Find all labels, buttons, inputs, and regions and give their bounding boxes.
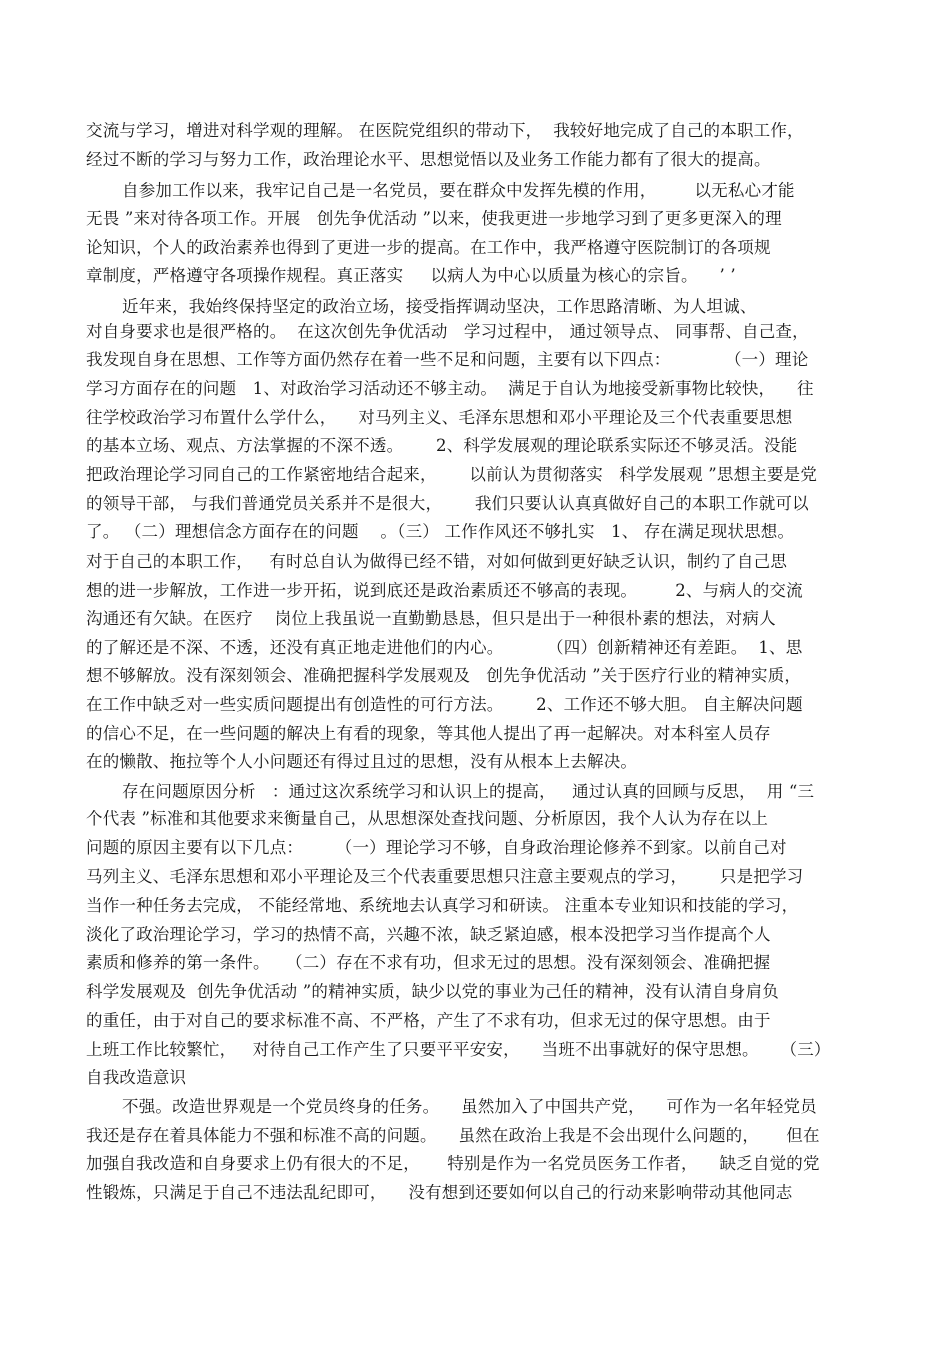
text-line: 素质和修养的第一条件。 （二）存在不求有功，但求无过的思想。没有深刻领会、准确把握 <box>86 953 771 972</box>
text-line: 想的进一步解放，工作进一步开拓，说到底还是政治素质还不够高的表现。 2、与病人的交流 <box>86 581 803 600</box>
text-line: 学习方面存在的问题 1、对政治学习活动还不够主动。 满足于自认为地接受新事物比较快， 往 <box>86 379 814 398</box>
text-line: 对于自己的本职工作， 有时总自认为做得已经不错，对如何做到更好缺乏认识，制约了自己思 <box>86 552 788 571</box>
text-line: 的了解还是不深、不透，还没有真正地走进他们的内心。 （四）创新精神还有差距。 1、思 <box>86 638 803 657</box>
text-line: 淡化了政治理论学习，学习的热情不高，兴趣不浓，缺乏紧迫感，根本没把学习当作提高个人 <box>86 925 771 944</box>
text-line: 我还是存在着具体能力不强和标准不高的问题。 虽然在政治上我是不会出现什么问题的， 但在 <box>86 1126 820 1145</box>
text-line: 存在问题原因分析 ：通过这次系统学习和认识上的提高， 通过认真的回顾与反思， 用 “三 <box>122 782 815 801</box>
text-line: 科学发展观及 创先争优活动 ”的精神实质，缺少以党的事业为己任的精神，没有认清自身肩负 <box>86 982 779 1001</box>
text-line: 了。 （二）理想信念方面存在的问题 。（三） 工作作风还不够扎实 1、 存在满足现状思想。 <box>86 522 795 541</box>
text-line: 交流与学习，增进对科学观的理解。 在医院党组织的带动下， 我较好地完成了自己的本职工作， <box>86 121 804 140</box>
text-line: 的领导干部， 与我们普通党员关系并不是很大， 我们只要认认真真做好自己的本职工作就可以 <box>86 494 809 513</box>
text-line: 沟通还有欠缺。在医疗 岗位上我虽说一直勤勤恳恳，但只是出于一种很朴素的想法，对病人 <box>86 609 776 628</box>
text-line: 性锻炼，只满足于自己不违法乱纪即可， 没有想到还要如何以自己的行动来影响带动其他同志 <box>86 1183 793 1202</box>
text-line: 把政治理论学习同自己的工作紧密地结合起来， 以前认为贯彻落实 科学发展观 ”思想主要是党 <box>86 465 818 484</box>
text-line: 论知识，个人的政治素养也得到了更进一步的提高。在工作中，我严格遵守医院制订的各项规 <box>86 238 771 257</box>
text-line: 我发现自身在思想、工作等方面仍然存在着一些不足和问题，主要有以下四点： （一）理论 <box>86 350 809 369</box>
text-line: 自参加工作以来，我牢记自己是一名党员，要在群众中发挥先模的作用， 以无私心才能 <box>122 181 795 200</box>
text-line: 的基本立场、观点、方法掌握的不深不透。 2、科学发展观的理论联系实际还不够灵活。没能 <box>86 436 798 455</box>
text-line: 在的懒散、拖拉等个人小问题还有得过且过的思想，没有从根本上去解决。 <box>86 752 638 771</box>
text-line: 在工作中缺乏对一些实质问题提出有创造性的可行方法。 2、工作还不够大胆。 自主解决问题 <box>86 695 803 714</box>
text-line: 想不够解放。没有深刻领会、准确把握科学发展观及 创先争优活动 ”关于医疗行业的精神实质， <box>86 666 802 685</box>
text-line: 的信心不足，在一些问题的解决上有看的现象，等其他人提出了再一起解决。对本科室人员存 <box>86 724 771 743</box>
text-line: 个代表 ”标准和其他要求来衡量自己，从思想深处查找问题、分析原因，我个人认为存在以上 <box>86 809 769 828</box>
text-line: 不强。改造世界观是一个党员终身的任务。 虽然加入了中国共产党， 可作为一名年轻党员 <box>122 1097 817 1116</box>
text-line: 马列主义、毛泽东思想和邓小平理论及三个代表重要思想只注意主要观点的学习， 只是把学习 <box>86 867 804 886</box>
text-line: 问题的原因主要有以下几点： （一）理论学习不够，自身政治理论修养不到家。以前自己对 <box>86 838 787 857</box>
text-line: 的重任，由于对自己的要求标准不高、不严格，产生了不求有功，但求无过的保守思想。由于 <box>86 1011 771 1030</box>
text-line: 当作一种任务去完成， 不能经常地、系统地去认真学习和研读。 注重本专业知识和技能的学习， <box>86 896 799 915</box>
text-line: 往学校政治学习布置什么学什么， 对马列主义、毛泽东思想和邓小平理论及三个代表重要思想 <box>86 408 793 427</box>
text-line: 章制度，严格遵守各项操作规程。真正落实 以病人为中心以质量为核心的宗旨。 ’ ’ <box>86 266 736 285</box>
text-line: 加强自我改造和自身要求上仍有很大的不足， 特别是作为一名党员医务工作者， 缺乏自觉的党 <box>86 1154 820 1173</box>
text-line: 经过不断的学习与努力工作，政治理论水平、思想觉悟以及业务工作能力都有了很大的提高。 <box>86 150 771 169</box>
text-line: 对自身要求也是很严格的。 在这次创先争优活动 学习过程中， 通过领导点、 同事帮、自己查， <box>86 322 809 341</box>
text-line: 近年来，我始终保持坚定的政治立场，接受指挥调动坚决，工作思路清晰、为人坦诚、 <box>122 297 757 316</box>
text-line: 无畏 ”来对待各项工作。开展 创先争优活动 ”以来，使我更进一步地学习到了更多更深入的理 <box>86 209 782 228</box>
text-line: 自我改造意识 <box>86 1068 187 1087</box>
text-line: 上班工作比较繁忙， 对待自己工作产生了只要平平安安， 当班不出事就好的保守思想。 （三） <box>86 1040 831 1059</box>
